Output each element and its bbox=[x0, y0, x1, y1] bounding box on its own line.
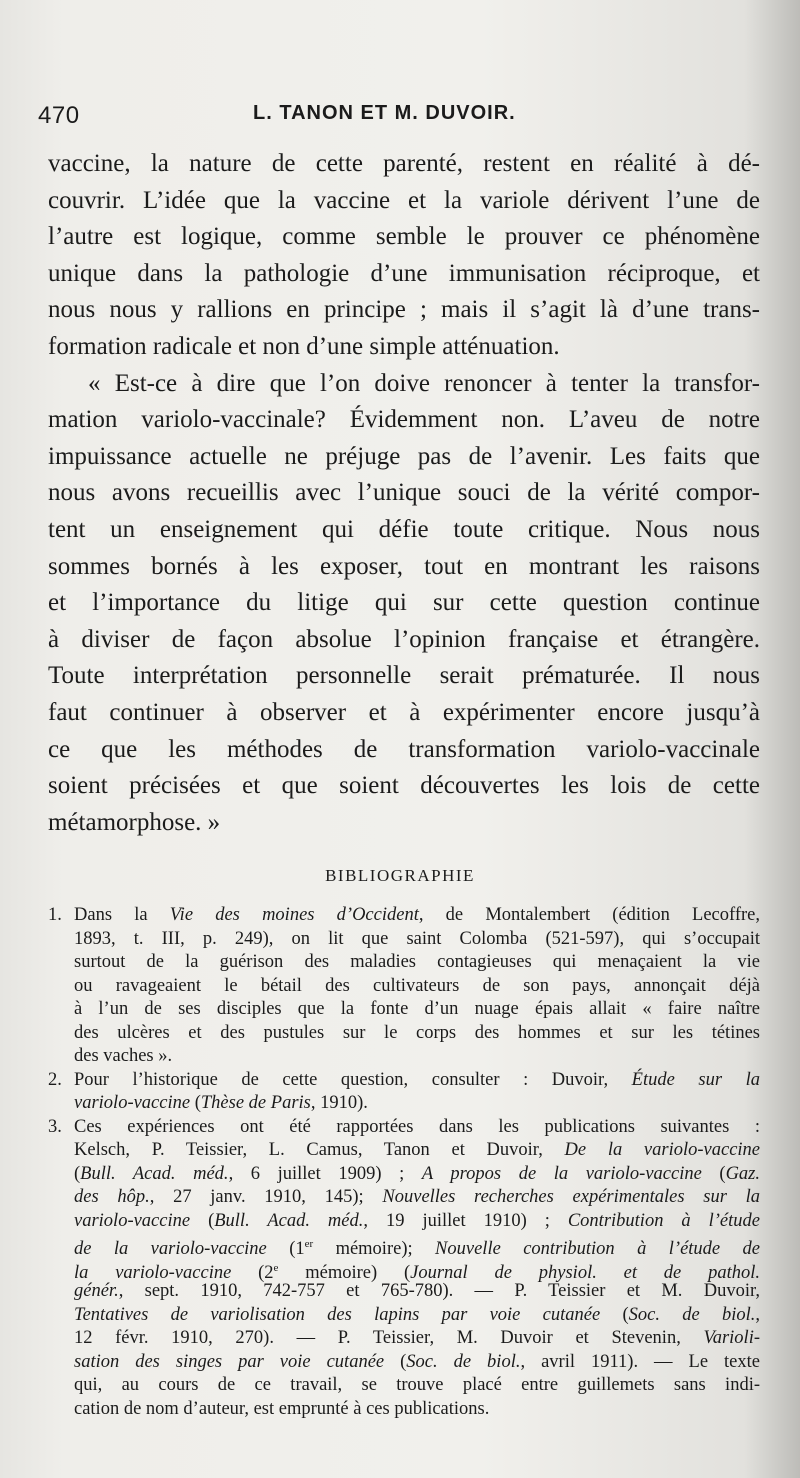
text-line: métamorphose. » bbox=[48, 808, 221, 836]
text-line: vaccine, la nature de cette parenté, restent en réalité à dé- bbox=[48, 150, 760, 177]
bibliography-number: 1. bbox=[48, 905, 62, 925]
bibliography-line: 3. Ces expériences ont été rapportées dans les publications suivantes : bbox=[48, 1116, 760, 1140]
bibliography-line: génér., sept. 1910, 742-757 et 765-780). — P. Teissier et M. Duvoir, bbox=[74, 1281, 760, 1301]
text-line: faut continuer à observer et à expérimenter encore jusqu’à bbox=[48, 698, 760, 726]
bibliography-line: surtout de la guérison des maladies contagieuses qui menaçaient la vie bbox=[74, 952, 760, 972]
bibliography-line: cation de nom d’auteur, est emprunté à ces publications. bbox=[74, 1398, 490, 1419]
text-line: « Est-ce à dire que l’on doive renoncer à tenter la transfor- bbox=[88, 369, 760, 397]
bibliography-line: variolo-vaccine (Bull. Acad. méd., 19 juillet 1910) ; Contribution à l’étude bbox=[74, 1210, 760, 1231]
text-line: unique dans la pathologie d’une immunisation réciproque, et bbox=[48, 259, 760, 287]
text-line: Toute interprétation personnelle serait prématurée. Il nous bbox=[48, 662, 760, 690]
bibliography-line: variolo-vaccine (Thèse de Paris, 1910). bbox=[74, 1093, 368, 1113]
text-line: tent un enseignement qui défie toute critique. Nous nous bbox=[48, 515, 760, 543]
bibliography-line: 1. Dans la Vie des moines d’Occident, de Montalembert (édition Lecoffre, bbox=[48, 904, 760, 928]
text-line: couvrir. L’idée que la vaccine et la variole dérivent l’une de bbox=[48, 186, 760, 214]
bibliography-line: 1893, t. III, p. 249), on lit que saint Colomba (521-597), qui s’occupait bbox=[74, 928, 760, 949]
bibliography-line: la variolo-vaccine (2e mémoire) (Journal de physiol. et de pathol. bbox=[74, 1261, 760, 1283]
bibliography-line: des hôp., 27 janv. 1910, 145); Nouvelles recherches expérimentales sur la bbox=[74, 1187, 760, 1207]
running-head: L. TANON ET M. DUVOIR. bbox=[253, 102, 516, 124]
text-line: nous nous y rallions en principe ; mais il s’agit là d’une trans- bbox=[48, 296, 760, 324]
page-number: 470 bbox=[38, 102, 80, 129]
bibliography-number: 2. bbox=[48, 1069, 62, 1090]
bibliography-line: (Bull. Acad. méd., 6 juillet 1909) ; A propos de la variolo-vaccine (Gaz. bbox=[74, 1163, 760, 1184]
text-line: sommes bornés à les exposer, tout en montrant les raisons bbox=[48, 552, 760, 580]
bibliography-line: ou ravageaient le bétail des cultivateurs de son pays, annonçait déjà bbox=[74, 975, 760, 996]
bibliography-line: de la variolo-vaccine (1er mémoire); Nouvelle contribution à l’étude de bbox=[74, 1238, 761, 1260]
text-line: à diviser de façon absolue l’opinion française et étrangère. bbox=[48, 625, 760, 653]
bibliography-number: 3. bbox=[48, 1116, 62, 1137]
bibliography-title: BIBLIOGRAPHIE bbox=[325, 866, 475, 885]
bibliography-list bbox=[48, 904, 760, 1421]
bibliography-line: sation des singes par voie cutanée (Soc. de biol., avril 1911). — Le texte bbox=[74, 1351, 760, 1372]
text-line: impuissance actuelle ne préjuge pas de l’avenir. Les faits que bbox=[48, 442, 760, 470]
text-line: formation radicale et non d’une simple atténuation. bbox=[48, 332, 560, 360]
bibliography-line: 12 févr. 1910, 270). — P. Teissier, M. Duvoir et Stevenin, Varioli- bbox=[74, 1328, 760, 1348]
text-line: et l’importance du litige qui sur cette question continue bbox=[48, 589, 760, 617]
text-line: ce que les méthodes de transformation variolo-vaccinale bbox=[48, 735, 760, 763]
bibliography-line: qui, au cours de ce travail, se trouve placé entre guillemets sans indi- bbox=[74, 1375, 760, 1395]
text-line: soient précisées et que soient découvertes les lois de cette bbox=[48, 772, 760, 800]
bibliography-line: Kelsch, P. Teissier, L. Camus, Tanon et Duvoir, De la variolo-vaccine bbox=[74, 1140, 761, 1160]
bibliography-line: à l’un de ses disciples que la fonte d’un nuage épais allait « faire naître bbox=[74, 999, 760, 1019]
bibliography-line: des ulcères et des pustules sur le corps des hommes et sur les tétines bbox=[74, 1022, 760, 1043]
bibliography-line: des vaches ». bbox=[74, 1046, 173, 1066]
bibliography-line: 2. Pour l’historique de cette question, consulter : Duvoir, Étude sur la bbox=[48, 1069, 760, 1093]
main-text bbox=[48, 146, 760, 841]
text-line: mation variolo-vaccinale? Évidemment non. L’aveu de notre bbox=[48, 406, 760, 434]
text-line: l’autre est logique, comme semble le prouver ce phénomène bbox=[48, 223, 760, 251]
text-line: nous avons recueillis avec l’unique souci de la vérité compor- bbox=[48, 479, 760, 507]
bibliography-line: Tentatives de variolisation des lapins par voie cutanée (Soc. de biol., bbox=[74, 1304, 760, 1325]
page-header bbox=[38, 102, 758, 142]
